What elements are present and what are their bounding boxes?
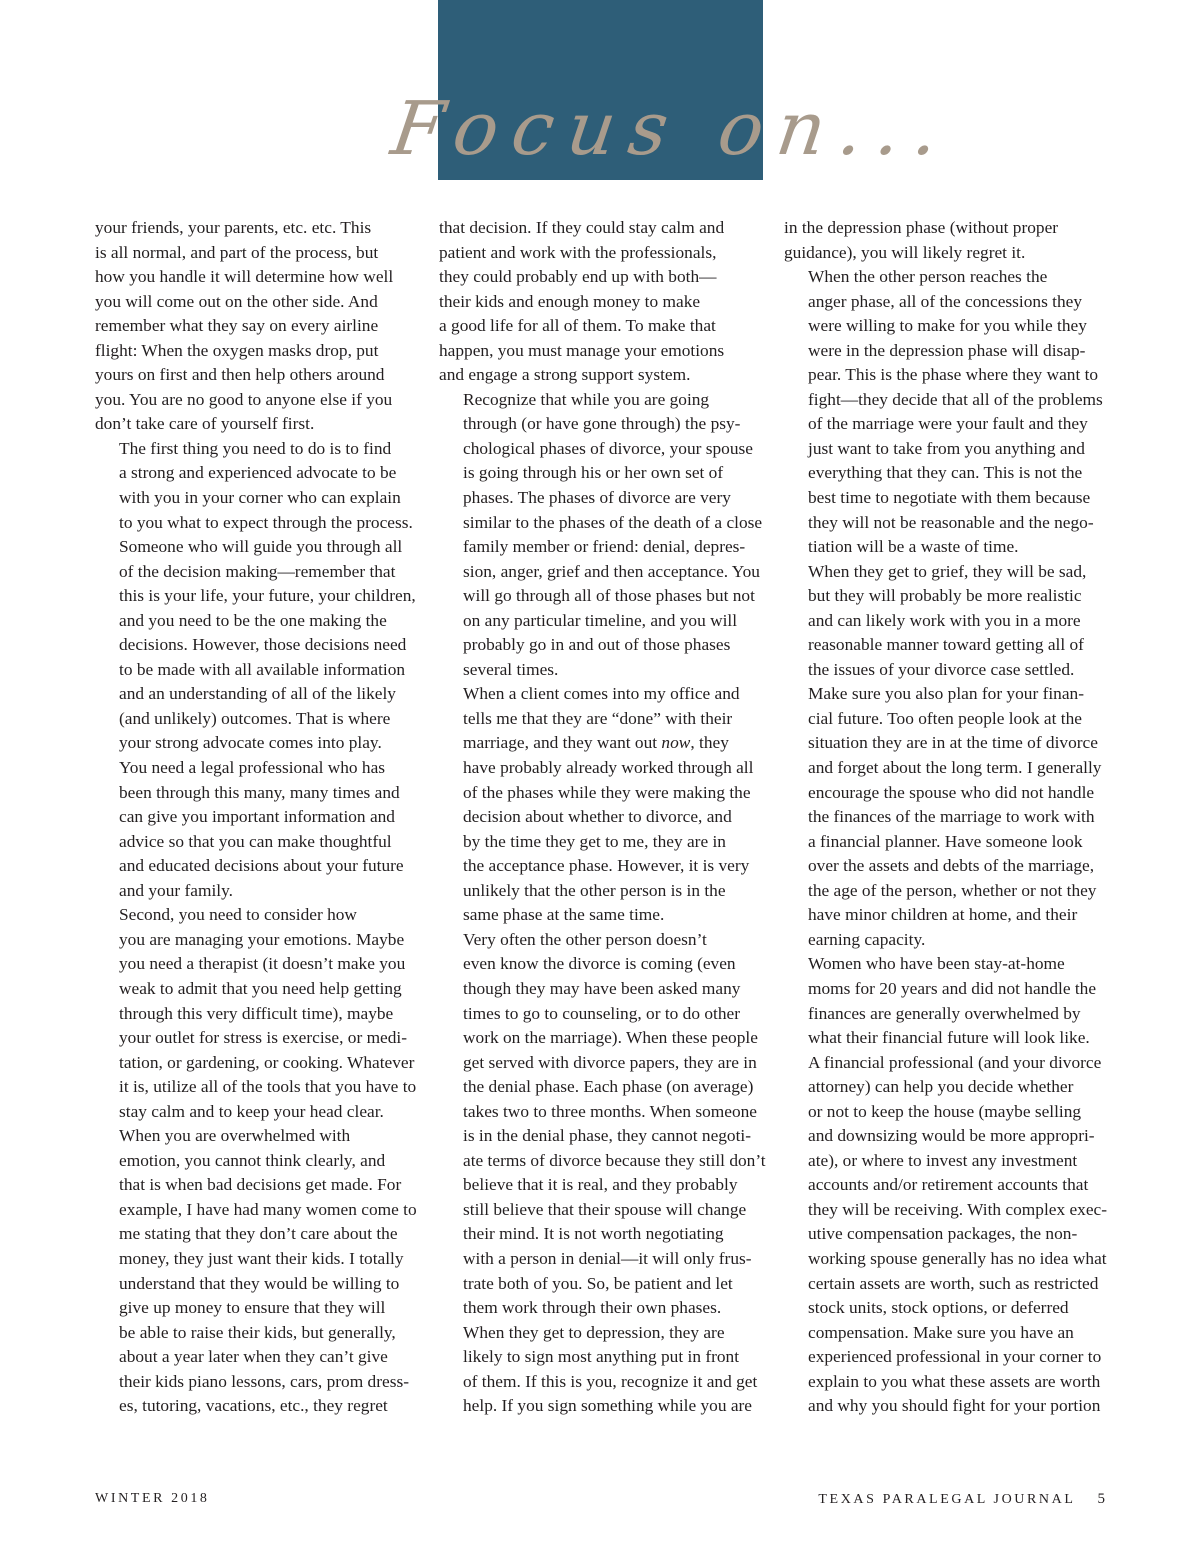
text-line: likely to sign most anything put in front (463, 1347, 740, 1367)
text-line: phases. The phases of divorce are very (463, 488, 731, 508)
text-line: of the decision making—remember that (119, 561, 396, 581)
text-line: example, I have had many women come to (119, 1199, 417, 1219)
paragraph (439, 682, 761, 927)
text-line: advice so that you can make thoughtful (119, 831, 392, 851)
article-column-3 (784, 216, 1106, 1419)
text-line: even know the divorce is coming (even (463, 954, 736, 974)
text-line: you need a therapist (it doesn’t make you (119, 954, 406, 974)
text-line: pear. This is the phase where they want to (808, 365, 1099, 385)
text-line: yours on first and then help others around (95, 365, 385, 385)
text-line: don’t take care of yourself first. (95, 414, 315, 434)
paragraph (95, 216, 417, 437)
paragraph (784, 265, 1106, 560)
text-line: on any particular timeline, and you will (463, 610, 738, 630)
text-line: your friends, your parents, etc. etc. This (95, 218, 372, 237)
text-line: believe that it is real, and they probably (463, 1175, 738, 1195)
text-line: what their financial future will look like. (808, 1028, 1090, 1048)
footer-issue: WINTER 2018 (95, 1491, 210, 1506)
text-line: the issues of your divorce case settled. (808, 659, 1075, 679)
text-line: times to go to counseling, or to do other (463, 1003, 740, 1023)
text-line: utive compensation packages, the non- (808, 1224, 1078, 1244)
paragraph (784, 560, 1106, 683)
text-line: takes two to three months. When someone (463, 1101, 757, 1121)
text-line: reasonable manner toward getting all of (808, 635, 1084, 655)
text-line: stay calm and to keep your head clear. (119, 1101, 384, 1121)
text-line: your strong advocate comes into play. (119, 733, 382, 753)
text-line: When you are overwhelmed with (119, 1126, 351, 1146)
text-line: best time to negotiate with them because (808, 488, 1091, 508)
text-line: decision about whether to divorce, and (463, 807, 732, 827)
text-line: similar to the phases of the death of a close (463, 512, 763, 532)
text-line: by the time they get to me, they are in (463, 831, 726, 851)
text-line: Make sure you also plan for your finan- (808, 684, 1084, 704)
text-line: have probably already worked through all (463, 758, 754, 778)
text-line: situation they are in at the time of divorce (808, 733, 1098, 753)
text-line: their mind. It is not worth negotiating (463, 1224, 724, 1244)
text-line: over the assets and debts of the marriage, (808, 856, 1095, 876)
text-line: of the marriage were your fault and they (808, 414, 1088, 434)
text-line: tells me that they are “done” with their (463, 708, 733, 728)
text-line: The first thing you need to do is to find (119, 438, 392, 458)
text-line: or not to keep the house (maybe selling (808, 1101, 1082, 1121)
text-line: probably go in and out of those phases (463, 635, 731, 655)
text-line: Someone who will guide you through all (119, 537, 403, 557)
text-line: guidance), you will likely regret it. (784, 242, 1026, 262)
text-line: When a client comes into my office and (463, 684, 740, 704)
text-line: same phase at the same time. (463, 905, 665, 925)
text-line: (and unlikely) outcomes. That is where (119, 708, 391, 728)
text-line: you are managing your emotions. Maybe (119, 929, 405, 949)
paragraph (95, 1124, 417, 1419)
focus-on-text: Focus on... (386, 85, 958, 172)
paragraph (95, 437, 417, 903)
text-line: get served with divorce papers, they are in (463, 1052, 757, 1072)
text-line: chological phases of divorce, your spouse (463, 438, 753, 458)
text-line: about a year later when they can’t give (119, 1347, 388, 1367)
text-line: still believe that their spouse will change (463, 1199, 747, 1219)
text-line: with a person in denial—it will only frus- (463, 1248, 752, 1268)
text-line: attorney) can help you decide whether (808, 1077, 1074, 1097)
text-line: a financial planner. Have someone look (808, 831, 1083, 851)
text-line: a strong and experienced advocate to be (119, 463, 397, 483)
text-line: certain assets are worth, such as restricted (808, 1273, 1099, 1293)
text-line: Very often the other person doesn’t (463, 929, 707, 949)
text-line: stock units, stock options, or deferred (808, 1298, 1069, 1318)
text-line: money, they just want their kids. I totally (119, 1248, 404, 1268)
text-line: they could probably end up with both— (439, 267, 717, 287)
text-line: and why you should fight for your portion (808, 1396, 1101, 1416)
text-line: to you what to expect through the process. (119, 512, 413, 532)
journal-name: TEXAS PARALEGAL JOURNAL (818, 1492, 1076, 1507)
text-line: their kids piano lessons, cars, prom dress- (119, 1371, 409, 1391)
text-line: the denial phase. Each phase (on average) (463, 1077, 754, 1097)
paragraph (784, 216, 1106, 265)
text-line: it is, utilize all of the tools that you have to (119, 1077, 417, 1097)
paragraph (439, 1321, 761, 1419)
text-line: and forget about the long term. I generally (808, 758, 1102, 778)
text-line: experienced professional in your corner to (808, 1347, 1102, 1367)
text-line: explain to you what these assets are worth (808, 1371, 1101, 1391)
text-line: but they will probably be more realistic (808, 586, 1082, 606)
text-line: You need a legal professional who has (119, 758, 386, 778)
focus-on-script-title (386, 62, 958, 202)
text-line: tation, or gardening, or cooking. Whatever (119, 1052, 415, 1072)
text-line: were willing to make for you while they (808, 316, 1087, 336)
paragraph (95, 903, 417, 1124)
text-line: that is when bad decisions get made. For (119, 1175, 402, 1195)
paragraph (439, 388, 761, 683)
text-line: just want to take from you anything and (808, 438, 1085, 458)
text-line: encourage the spouse who did not handle (808, 782, 1095, 802)
text-line: through this very difficult time), maybe (119, 1003, 394, 1023)
text-line: Recognize that while you are going (463, 389, 710, 409)
text-line: a good life for all of them. To make that (439, 316, 716, 336)
paragraph (439, 928, 766, 1321)
text-line: help. If you sign something while you are (463, 1396, 753, 1416)
text-line: were in the depression phase will disap- (808, 340, 1086, 360)
text-line: they will not be reasonable and the nego- (808, 512, 1094, 532)
text-line: moms for 20 years and did not handle the (808, 978, 1097, 998)
text-line: earning capacity. (808, 929, 926, 949)
text-line: Women who have been stay-at-home (808, 954, 1065, 974)
text-line: me stating that they don’t care about the (119, 1224, 398, 1244)
text-line: and you need to be the one making the (119, 610, 387, 630)
text-line: fight—they decide that all of the problems (808, 389, 1103, 409)
text-line: and engage a strong support system. (439, 365, 691, 385)
text-line: and can likely work with you in a more (808, 610, 1081, 630)
text-line: emotion, you cannot think clearly, and (119, 1150, 386, 1170)
text-line: have minor children at home, and their (808, 905, 1078, 925)
text-line: will go through all of those phases but not (463, 586, 755, 606)
text-line: through (or have gone through) the psy- (463, 414, 741, 434)
paragraph (784, 682, 1106, 952)
text-line: and your family. (119, 880, 233, 900)
article-column-1 (95, 216, 417, 1419)
text-line: they will be receiving. With complex exec- (808, 1199, 1108, 1219)
text-line: their kids and enough money to make (439, 291, 701, 311)
text-line: your outlet for stress is exercise, or medi- (119, 1028, 408, 1048)
text-line: flight: When the oxygen masks drop, put (95, 340, 379, 360)
text-line: this is your life, your future, your children, (119, 586, 416, 606)
emphasis: now (661, 733, 691, 753)
text-line: the acceptance phase. However, it is very (463, 856, 750, 876)
text-line: been through this many, many times and (119, 782, 400, 802)
text-line: understand that they would be willing to (119, 1273, 400, 1293)
text-line: that decision. If they could stay calm and (439, 218, 725, 237)
text-line: is going through his or her own set of (463, 463, 724, 483)
text-line: of the phases while they were making the (463, 782, 751, 802)
text-line: patient and work with the professionals, (439, 242, 717, 262)
text-line: Second, you need to consider how (119, 905, 357, 925)
text-line: compensation. Make sure you have an (808, 1322, 1074, 1342)
text-line: When the other person reaches the (808, 267, 1048, 287)
text-line: A financial professional (and your divorce (808, 1052, 1102, 1072)
text-line: ate), or where to invest any investment (808, 1150, 1078, 1170)
text-line: ate terms of divorce because they still don’t (463, 1150, 766, 1170)
text-line: tiation will be a waste of time. (808, 537, 1019, 557)
text-line: happen, you must manage your emotions (439, 340, 725, 360)
text-line: When they get to grief, they will be sad, (808, 561, 1087, 581)
text-line: and downsizing would be more appropri- (808, 1126, 1095, 1146)
text-line: them work through their own phases. (463, 1298, 722, 1318)
text-line: you. You are no good to anyone else if you (95, 389, 393, 409)
paragraph (439, 216, 761, 388)
text-line: be able to raise their kids, but generally, (119, 1322, 396, 1342)
page-number: 5 (1097, 1491, 1105, 1507)
text-line: everything that they can. This is not the (808, 463, 1083, 483)
text-line: cial future. Too often people look at the (808, 708, 1082, 728)
text-line: remember what they say on every airline (95, 316, 379, 336)
text-line: work on the marriage). When these people (463, 1028, 758, 1048)
text-line: and educated decisions about your future (119, 856, 404, 876)
article-column-2 (439, 216, 766, 1419)
text-line: is all normal, and part of the process, but (95, 242, 379, 262)
text-line: the finances of the marriage to work with (808, 807, 1095, 827)
text-line: unlikely that the other person is in the (463, 880, 726, 900)
text-line: the age of the person, whether or not they (808, 880, 1097, 900)
text-line: working spouse generally has no idea what (808, 1248, 1107, 1268)
text-line: is in the denial phase, they cannot negoti- (463, 1126, 752, 1146)
text-line: sion, anger, grief and then acceptance. You (463, 561, 760, 581)
text-line: how you handle it will determine how well (95, 267, 394, 287)
text-line: with you in your corner who can explain (119, 488, 401, 508)
text-line: family member or friend: denial, depres- (463, 537, 746, 557)
text-line: to be made with all available information (119, 659, 406, 679)
text-line: trate both of you. So, be patient and let (463, 1273, 733, 1293)
footer-journal (818, 1491, 1105, 1508)
text-line: anger phase, all of the concessions they (808, 291, 1083, 311)
text-line: weak to admit that you need help getting (119, 978, 402, 998)
paragraph (784, 952, 1106, 1418)
text-line: accounts and/or retirement accounts that (808, 1175, 1089, 1195)
text-line: marriage, and they want out now, they (463, 733, 729, 753)
text-line: in the depression phase (without proper (784, 218, 1059, 237)
text-line: decisions. However, those decisions need (119, 635, 407, 655)
text-line: es, tutoring, vacations, etc., they regret (119, 1396, 388, 1416)
text-line: finances are generally overwhelmed by (808, 1003, 1081, 1023)
text-line: though they may have been asked many (463, 978, 741, 998)
text-line: give up money to ensure that they will (119, 1298, 386, 1318)
text-line: and an understanding of all of the likely (119, 684, 396, 704)
text-line: you will come out on the other side. And (95, 291, 378, 311)
text-line: of them. If this is you, recognize it and get (463, 1371, 758, 1391)
text-line: several times. (463, 659, 559, 679)
text-line: When they get to depression, they are (463, 1322, 725, 1342)
text-line: can give you important information and (119, 807, 395, 827)
